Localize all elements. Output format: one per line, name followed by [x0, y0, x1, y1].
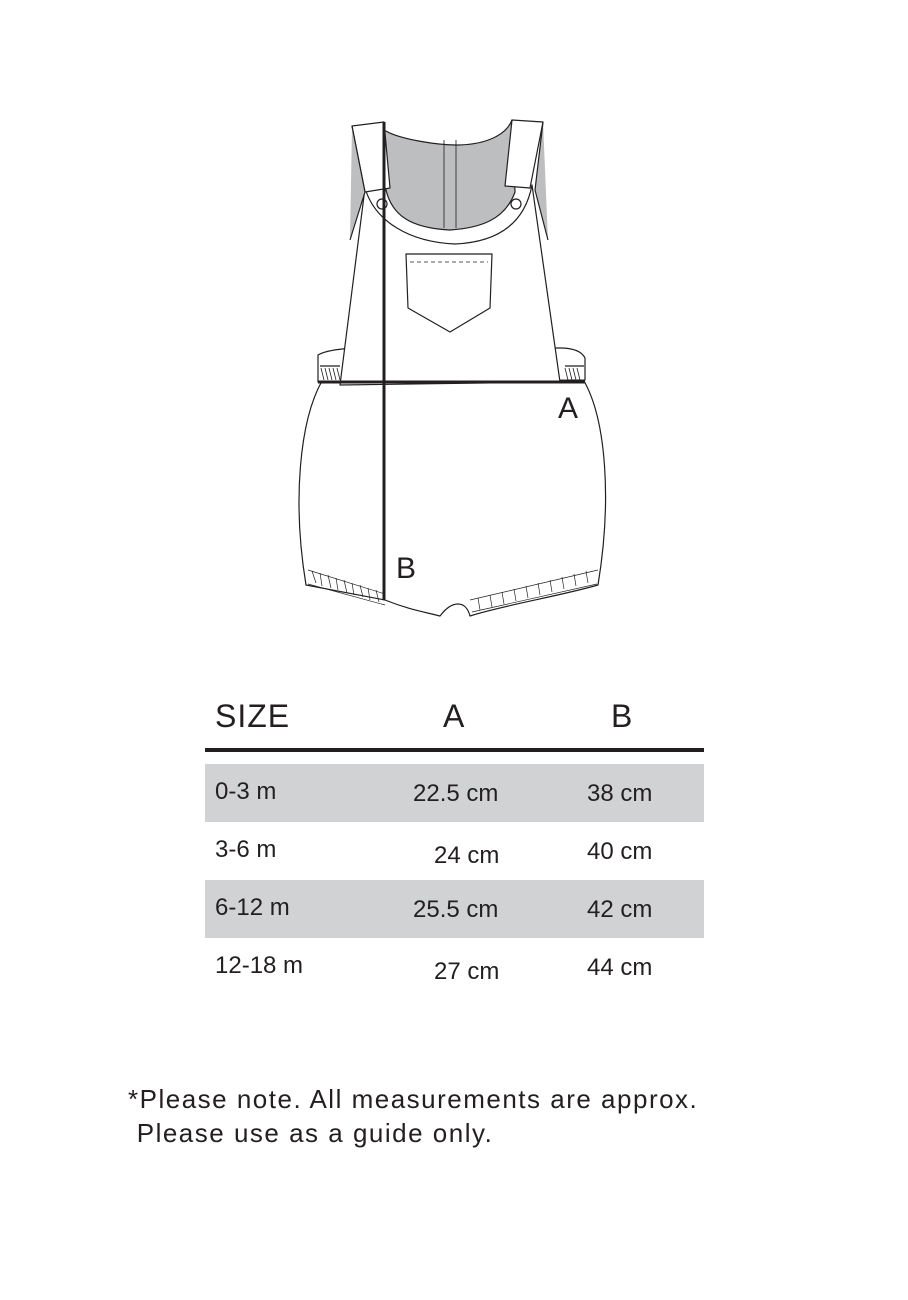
table-row: [205, 822, 704, 880]
cell-b: 38 cm: [587, 780, 653, 807]
cell-b: 40 cm: [587, 838, 653, 865]
table-header: [205, 690, 704, 752]
cell-a: 25.5 cm: [413, 896, 499, 923]
cell-size: 12-18 m: [215, 952, 304, 979]
measure-label-b: B: [396, 552, 417, 585]
note-line-2: Please use as a guide only.: [128, 1118, 494, 1148]
table-row: [205, 764, 704, 822]
cell-a: 24 cm: [434, 842, 500, 869]
header-size: SIZE: [215, 698, 291, 734]
cell-size: 3-6 m: [215, 836, 277, 863]
cell-b: 44 cm: [587, 954, 653, 981]
table-row: [205, 880, 704, 938]
cell-size: 6-12 m: [215, 894, 290, 921]
measure-label-a: A: [558, 392, 579, 425]
back-lining: [384, 120, 515, 230]
table-row: [205, 938, 704, 996]
measurement-note: [128, 1082, 698, 1150]
button-right: [511, 199, 521, 209]
cell-b: 42 cm: [587, 896, 653, 923]
note-line-1: *Please note. All measurements are approx.: [128, 1084, 699, 1114]
header-b: B: [611, 698, 634, 734]
header-a: A: [443, 698, 466, 734]
romper-diagram: [0, 0, 908, 640]
cell-a: 27 cm: [434, 958, 500, 985]
cell-size: 0-3 m: [215, 778, 277, 805]
size-chart-table: [205, 690, 704, 996]
cell-a: 22.5 cm: [413, 780, 499, 807]
